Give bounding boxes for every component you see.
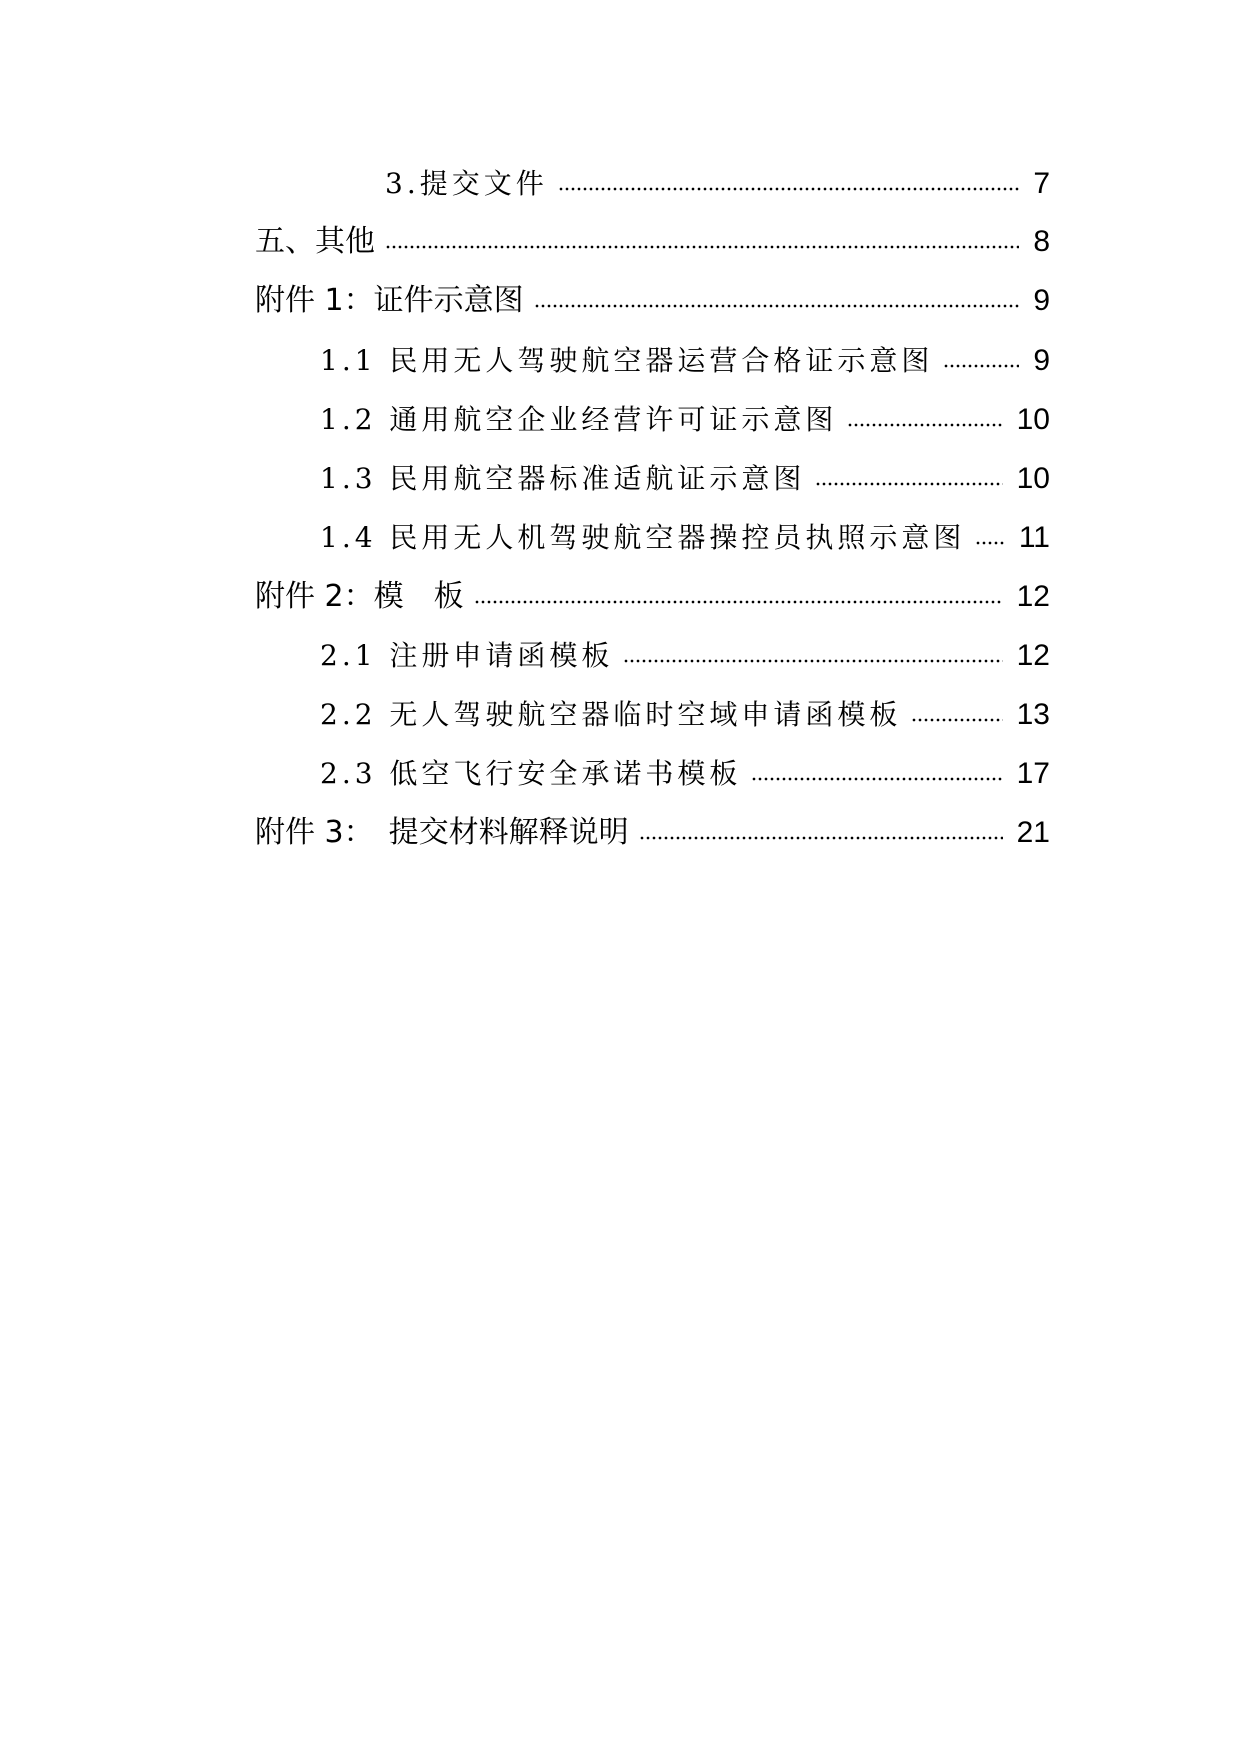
dot-leader [975,537,1004,549]
toc-entry-page: 9 [1033,344,1050,377]
toc-entry-title: 附件 2：模 板 [255,579,464,614]
toc-entry-page: 17 [1016,757,1050,790]
toc-entry-title: 附件 3： 提交材料解释说明 [255,815,629,850]
toc-entry-1-4[interactable] [320,514,1050,558]
dot-leader [474,596,1003,608]
toc-entry-attachment-1[interactable] [255,277,1050,321]
toc-entry-title: 2.1 注册申请函模板 [320,639,614,672]
dot-leader [558,183,1020,195]
toc-entry-submit-documents[interactable] [385,160,1050,204]
toc-entry-title: 五、其他 [255,224,375,259]
dot-leader [943,360,1019,372]
toc-entry-2-1[interactable] [320,632,1050,676]
dot-leader [911,714,1002,726]
toc-entry-attachment-3[interactable] [255,809,1050,853]
toc-entry-page: 8 [1033,225,1050,258]
toc-entry-title: 1.2 通用航空企业经营许可证示意图 [320,403,838,436]
toc-entry-2-3[interactable] [320,750,1050,794]
toc-entry-page: 7 [1033,167,1050,200]
toc-entry-title: 附件 1：证件示意图 [255,283,524,318]
toc-entry-title: 2.3 低空飞行安全承诺书模板 [320,757,742,790]
toc-entry-1-2[interactable] [320,396,1050,440]
toc-entry-page: 10 [1016,403,1050,436]
toc-entry-page: 21 [1016,816,1050,849]
toc-entry-title: 1.4 民用无人机驾驶航空器操控员执照示意图 [320,521,966,554]
toc-entry-page: 11 [1018,521,1050,554]
toc-entry-2-2[interactable] [320,691,1050,735]
toc-entry-page: 13 [1016,698,1050,731]
toc-entry-page: 10 [1016,462,1050,495]
toc-entry-title: 1.1 民用无人驾驶航空器运营合格证示意图 [320,344,934,377]
toc-entry-title: 2.2 无人驾驶航空器临时空域申请函模板 [320,698,902,731]
dot-leader [623,655,1002,667]
toc-entry-1-1[interactable] [320,337,1050,381]
dot-leader [815,478,1002,490]
toc-entry-1-3[interactable] [320,455,1050,499]
dot-leader [847,419,1002,431]
toc-entry-attachment-2[interactable] [255,573,1050,617]
dot-leader [534,300,1020,312]
toc-entry-page: 9 [1033,284,1050,317]
toc-entry-title: 1.3 民用航空器标准适航证示意图 [320,462,806,495]
toc-entry-others[interactable] [255,218,1050,262]
toc-entry-page: 12 [1016,580,1050,613]
dot-leader [385,241,1019,253]
toc-entry-page: 12 [1016,639,1050,672]
dot-leader [639,832,1003,844]
toc-entry-title: 3.提交文件 [385,167,548,200]
dot-leader [751,773,1002,785]
